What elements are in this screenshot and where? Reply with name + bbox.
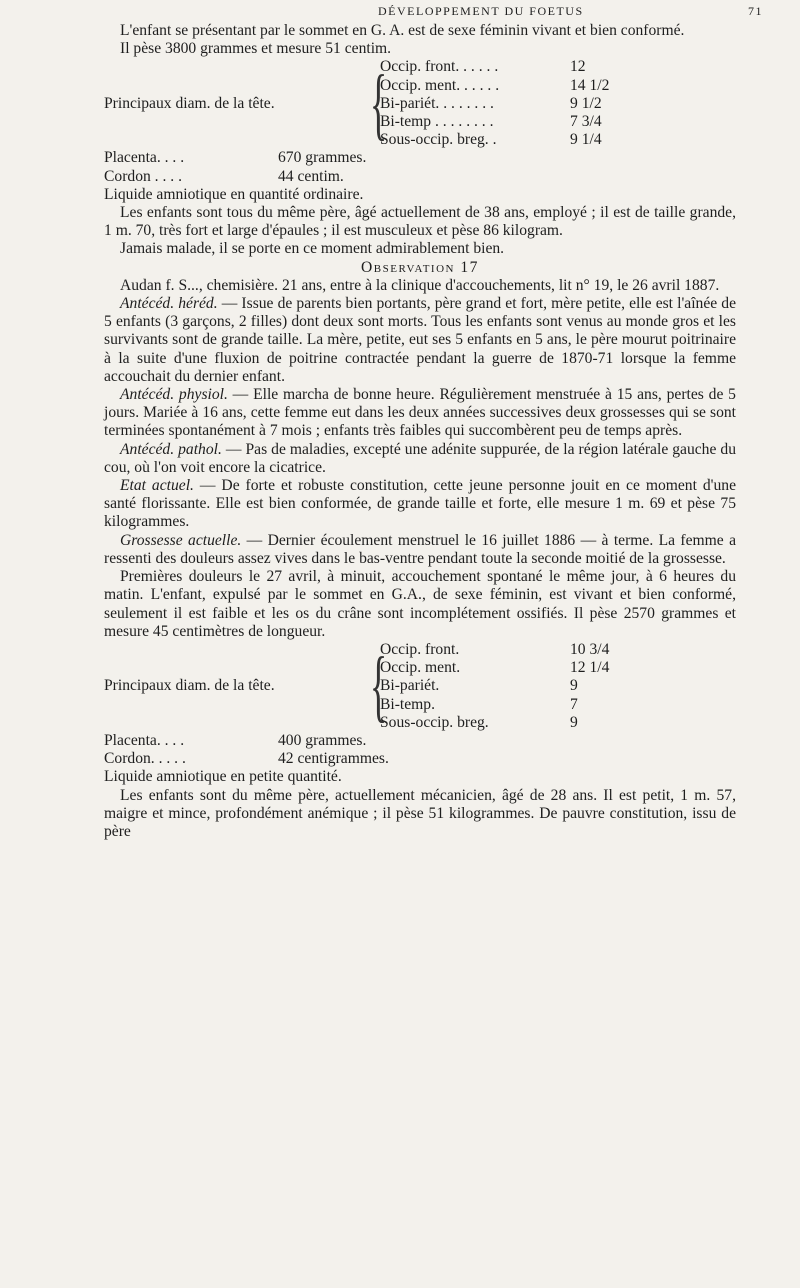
head-diameters-label: Principaux diam. de la tête.: [104, 677, 275, 695]
paragraph-father-1: Les enfants sont tous du même père, âgé actuellement de 38 ans, employé ; il est de taille grande, 1 m. 70, très fort et large d'épaules ; il est musculeux et pèse 86 kilogram.: [104, 204, 736, 240]
measure-row: [380, 77, 610, 95]
placenta-value: 670 grammes.: [278, 149, 367, 167]
measure-value: 12: [570, 58, 586, 76]
page-number: 71: [748, 4, 763, 18]
physiological-label: Antécéd. physiol.: [120, 386, 228, 404]
measure-name: Bi-pariét.: [380, 677, 440, 695]
measure-row: [380, 58, 610, 76]
brace-icon: {: [369, 642, 388, 731]
placenta-line-2: [104, 732, 736, 750]
measure-value: 7: [570, 695, 578, 713]
paragraph-current-state: [104, 477, 736, 532]
paragraph-pathological: [104, 441, 736, 477]
pathological-label: Antécéd. pathol.: [120, 440, 222, 458]
pregnancy-text: — Dernier écoulement menstruel le 16 juillet 1886 — à terme. La femme a ressenti des douleurs assez vives dans le bas-ventre pendant toute la seconde moitié de la grossesse.: [104, 531, 736, 567]
measure-row: [380, 113, 610, 131]
measure-row: [380, 714, 610, 732]
placenta-line-1: [104, 149, 736, 167]
head-diameters-table-2: [104, 641, 736, 732]
brace-icon: {: [369, 59, 388, 148]
observation-heading: Observation 17: [361, 258, 479, 276]
cordon-label: Cordon . . . .: [104, 167, 182, 185]
head-diameters-table-1: [104, 58, 736, 149]
measure-row: [380, 659, 610, 677]
current-state-text: — De forte et robuste constitution, cette jeune personne jouit en ce moment d'une santé florissante. Elle est bien conformée, de grande taille et forte, elle mesure 1 m. 69 et pèse 75 kilogrammes.: [104, 477, 736, 531]
measure-value: 14 1/2: [570, 76, 610, 94]
measure-value: 9: [570, 677, 578, 695]
paragraph-physiological: [104, 386, 736, 441]
head-diameters-label: Principaux diam. de la tête.: [104, 94, 275, 112]
hereditary-label: Antécéd. héréd.: [120, 295, 218, 313]
measure-name: Occip. front. . . . . .: [380, 58, 499, 76]
paragraph-audan: Audan f. S..., chemisière. 21 ans, entre à la clinique d'accouchements, lit n° 19, le 26 avril 1887.: [120, 276, 720, 294]
measure-value: 10 3/4: [570, 640, 610, 658]
current-state-label: Etat actuel.: [120, 477, 194, 495]
liquide-line-1: Liquide amniotique en quantité ordinaire.: [104, 185, 364, 203]
cordon-value: 44 centim.: [278, 167, 344, 185]
cordon-line-2: [104, 750, 736, 768]
paragraph-premieres: Premières douleurs le 27 avril, à minuit, accouchement spontané le même jour, à 6 heures du matin. L'enfant, expulsé par le sommet en G.A., de sexe féminin, est vivant et bien conformé, seulement il est faible et les os du crâne sont incomplétement ossifiés. Il pèse 2570 grammes et mesure 45 centimètres de longueur.: [104, 568, 736, 640]
measure-row: [380, 677, 610, 695]
measure-row: [380, 641, 610, 659]
weight-line: Il pèse 3800 grammes et mesure 51 centim.: [120, 40, 392, 58]
measure-name: Bi-temp . . . . . . . .: [380, 113, 494, 131]
hereditary-text: — Issue de parents bien portants, père grand et fort, mère petite, elle est l'aînée de 5 enfants (3 garçons, 2 filles) dont deux sont morts. Tous les enfants sont venus au monde gros et les survivants sont de grande taille. La mère, petite, eut ses 5 enfants en 5 ans, le père mourut poitrinaire à la suite d'une fluxion de poitrine contractée pendant la guerre de 1870-71 lorsque la femme accouchait du dernier enfant.: [104, 295, 736, 385]
liquide-line-2: Liquide amniotique en petite quantité.: [104, 768, 342, 786]
measure-value: 12 1/4: [570, 659, 610, 677]
paragraph-jamais: Jamais malade, il se porte en ce moment admirablement bien.: [120, 240, 505, 258]
measure-row: [380, 696, 610, 714]
physiological-text: — Elle marcha de bonne heure. Régulièrement menstruée à 15 ans, pertes de 5 jours. Mariée à 16 ans, cette femme eut dans les deux années successives deux grossesses qui se sont terminées spontanément à 7 mois ; enfants très faibles qui succombèrent peu de temps après.: [104, 386, 736, 440]
paragraph-hereditary: [104, 295, 736, 386]
measure-value: 9 1/4: [570, 131, 602, 149]
cordon-value: 42 centigrammes.: [278, 750, 389, 768]
measure-value: 9 1/2: [570, 94, 602, 112]
measure-row: [380, 95, 610, 113]
page-body: [104, 22, 736, 841]
paragraph-father-2: Les enfants sont du même père, actuellement mécanicien, âgé de 28 ans. Il est petit, 1 m. 57, maigre et mince, profondément anémique ; il pèse 51 kilogrammes. De pauvre constitution, issu de père: [104, 786, 736, 840]
measure-row: [380, 131, 610, 149]
measure-name: Occip. ment.: [380, 659, 461, 677]
measure-name: Occip. ment. . . . . .: [380, 76, 500, 94]
measure-name: Occip. front.: [380, 640, 460, 658]
pregnancy-label: Grossesse actuelle.: [120, 531, 242, 549]
running-head-title: DÉVELOPPEMENT DU FOETUS: [378, 4, 584, 18]
measure-name: Bi-temp.: [380, 695, 436, 713]
paragraph-intro: L'enfant se présentant par le sommet en G. A. est de sexe féminin vivant et bien conformé.: [120, 22, 685, 39]
pathological-text: — Pas de maladies, excepté une adénite suppurée, de la région latérale gauche du cou, où l'on voit encore la cicatrice.: [104, 440, 736, 476]
measure-name: Bi-pariét. . . . . . . .: [380, 94, 494, 112]
measure-name: Sous-occip. breg.: [380, 713, 489, 731]
cordon-line-1: [104, 168, 736, 186]
placenta-label: Placenta. . . .: [104, 149, 185, 167]
paragraph-pregnancy: [104, 532, 736, 568]
placenta-value: 400 grammes.: [278, 731, 367, 749]
measure-value: 9: [570, 713, 578, 731]
cordon-label: Cordon. . . . .: [104, 750, 186, 768]
measure-value: 7 3/4: [570, 113, 602, 131]
measure-name: Sous-occip. breg. .: [380, 131, 497, 149]
placenta-label: Placenta. . . .: [104, 731, 185, 749]
